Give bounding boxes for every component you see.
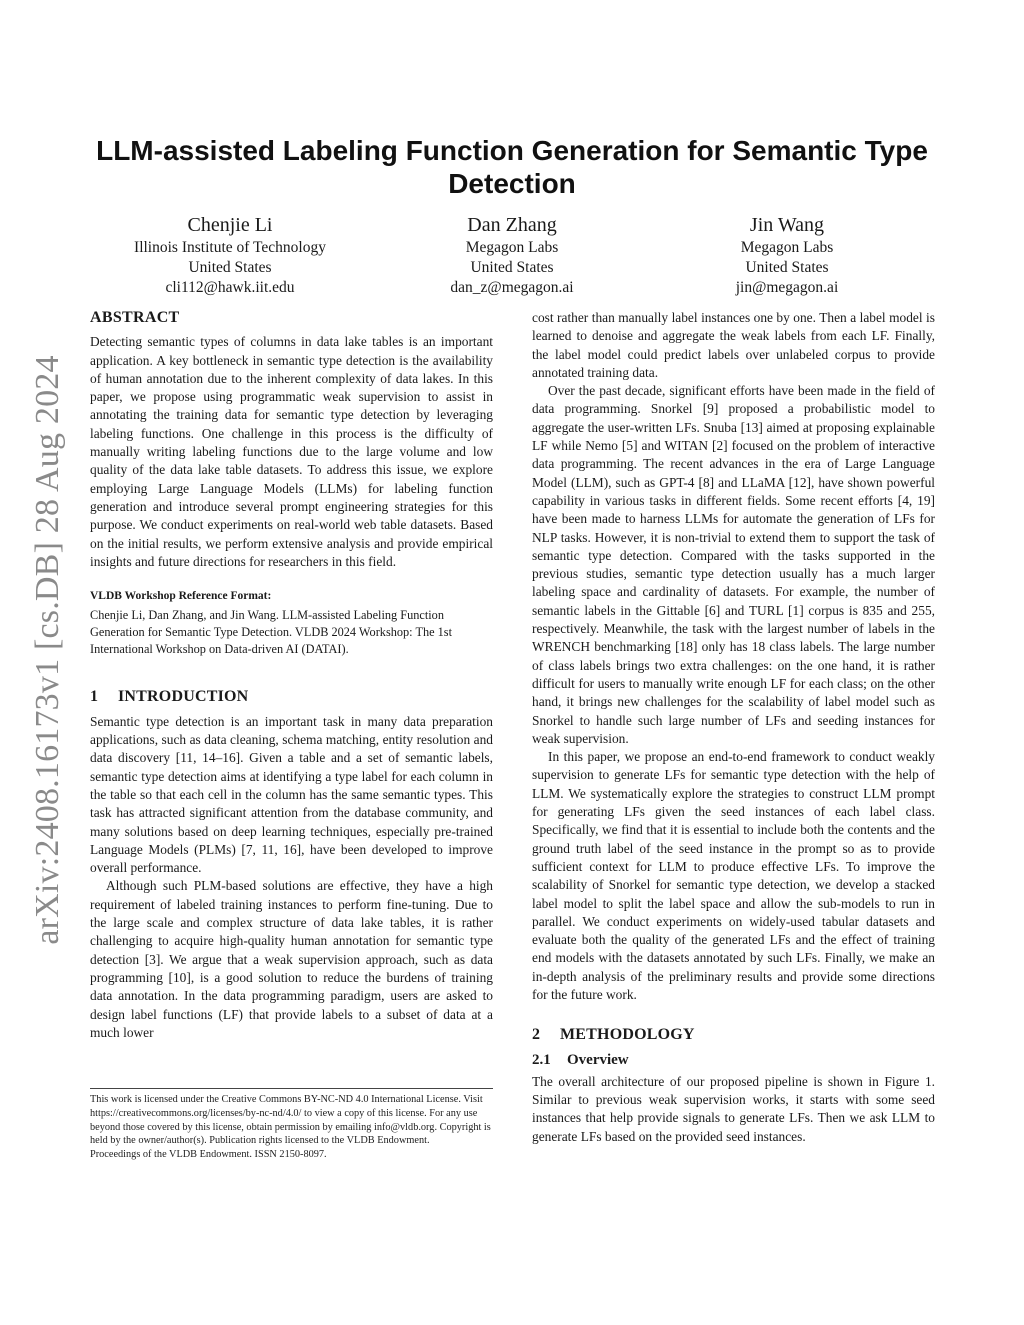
abstract-text: Detecting semantic types of columns in data lake tables is an important application. A key bottleneck in semantic type detection is the availability of human annotation due to the inherent complexity of data lakes. In this paper, we propose using programmatic weak supervision to assist in annotating the training data for semantic type detection by leveraging labeling functions. One challenge in this process is the difficulty of manually writing labeling functions due to the large volume and low quality of the data lake table datasets. To address this issue, we explore employing Large Language Models (LLMs) for labeling function generation and introduce several prompt engineering strategies for this purpose. We conduct experiments on real-world web table datasets. Based on the initial results, we perform extensive analysis and provide empirical insights and future directions for researchers in this field.: [90, 334, 493, 569]
proceedings-note: Proceedings of the VLDB Endowment. ISSN 2150-8097.: [90, 1149, 327, 1161]
section-title: METHODOLOGY: [560, 1026, 695, 1044]
author-3: [647, 212, 927, 298]
reference-format-text: Chenjie Li, Dan Zhang, and Jin Wang. LLM-assisted Labeling Function Generation for Semantic Type Detection. VLDB 2024 Workshop: The 1st International Workshop on Data-driven AI (DATAI).: [90, 608, 452, 657]
author-name: Dan Zhang: [467, 214, 557, 236]
subsection-heading-overview: [532, 1051, 935, 1069]
author-affiliation: Megagon Labs: [740, 239, 834, 256]
author-name: Chenjie Li: [187, 214, 273, 236]
subsection-title: Overview: [567, 1051, 629, 1068]
author-1: [90, 212, 370, 298]
section-heading-introduction: [90, 688, 493, 706]
author-email: dan_z@megagon.ai: [450, 279, 574, 296]
author-email: jin@megagon.ai: [735, 279, 839, 296]
author-name: Jin Wang: [749, 214, 825, 236]
section-number: 1: [90, 688, 99, 706]
author-country: United States: [470, 259, 554, 276]
author-country: United States: [745, 259, 829, 276]
author-affiliation: Megagon Labs: [465, 239, 559, 256]
reference-format-heading: VLDB Workshop Reference Format:: [90, 590, 272, 603]
author-email: cli112@hawk.iit.edu: [165, 279, 295, 296]
intro-paragraph-2-continued: cost rather than manually label instances one by one. Then a label model is learned to denoise and aggregate the weak labels from each LF. Finally, the label model could predict labels over unlabeled corpus to provide annotated training data.: [532, 310, 935, 380]
section-heading-methodology: [532, 1026, 935, 1044]
license-note: This work is licensed under the Creative Commons BY-NC-ND 4.0 International License. Visit https://creativecommons.org/licenses/by-nc-nd/4.0/ to view a copy of this license. For any use beyond those covered by this license, obtain permission by emailing info@vldb.org. Copyright is held by the owner/author(s). Publication rights licensed to the VLDB Endowment.: [90, 1094, 491, 1147]
intro-paragraph-1: Semantic type detection is an important task in many data preparation applications, such as data cleaning, schema matching, entity resolution and data discovery [11, 14–16]. Given a table and a set of semantic labels, semantic type detection aims at identifying a type label for each column in the table so that each cell in the column has the same semantic types. This task has attracted significant attention from the database community, and many solutions based on deep learning techniques, especially pre-trained Language Models (PLMs) [7, 11, 16], have been developed to improve overall performance.: [90, 713, 493, 876]
footnote: [90, 1088, 493, 1162]
author-affiliation: Illinois Institute of Technology: [134, 239, 326, 256]
section-number: 2: [532, 1026, 541, 1044]
abstract-heading: ABSTRACT: [90, 309, 180, 326]
author-2: [372, 212, 652, 298]
overview-paragraph: The overall architecture of our proposed pipeline is shown in Figure 1. Similar to previous weak supervision works, it starts with some seed instances that help provide signals to generate LFs. Then we ask LLM to generate LFs based on the provided seed instances.: [532, 1073, 935, 1144]
intro-paragraph-2: Although such PLM-based solutions are effective, they have a high requirement of labeled training instances to perform fine-tuning. Due to the large scale and complex structure of data lake tables, it is rather challenging to acquire high-quality human annotation for semantic type detection [3]. We argue that a weak supervision approach, such as data programming [10], is a good solution to reduce the burdens of training data annotation. In the data programming paradigm, users are asked to design label functions (LF) that provide labels to a subset of data at a much lower: [90, 878, 493, 1040]
left-column: [90, 309, 493, 1042]
paper-title: LLM-assisted Labeling Function Generation for Semantic Type Detection: [96, 135, 928, 199]
right-column: [532, 309, 935, 1146]
intro-paragraph-3: Over the past decade, significant efforts have been made in the field of data programming. Snorkel [9] proposed a probabilistic model to aggregate the user-written LFs. Snuba [13] aimed at proposing explainable LF while Nemo [5] and WITAN [2] focused on the problem of interactive data programming. The recent advances in the era of Large Language Model (LLM), such as GPT-4 [8] and LLaMA [12], have shown powerful capability in various tasks in different fields. Some recent efforts [4, 19] have been made to harness LLMs for automate the generation of LFs for NLP tasks. However, it is non-trivial to extend them to support the task of semantic type detection. Compared with the tasks supported in the previous studies, semantic type detection usually has a much larger labeling space and cardinality of datasets. For example, the number of semantic labels in the Gittable [6] and TURL [1] corpus is 835 and 255, respectively. Meanwhile, the task with the largest number of labels in the WRENCH benchmarking [18] only has 18 class labels. The large number of class labels brings two extra challenges: on the one hand, it is rather difficult for users to manually write enough LF for each class; on the other hand, it brings new challenges for the scalability of label model such as Snorkel to handle such large number of LFs and seeding instances for weak supervision.: [532, 383, 935, 746]
arxiv-stamp-text: arXiv:2408.16173v1 [cs.DB] 28 Aug 2024: [29, 355, 66, 945]
author-block: [90, 212, 934, 302]
section-title: INTRODUCTION: [118, 688, 249, 706]
subsection-number: 2.1: [532, 1051, 551, 1068]
author-country: United States: [188, 259, 272, 276]
intro-paragraph-4: In this paper, we propose an end-to-end framework to conduct weakly supervision to generate LFs for semantic type detection with the help of LLM. We systematically explore the strategies to construct LLM prompt for generating LFs given the seed instances of each label class. Specifically, we find that it is essential to include both the contents and the ground truth label of the seed instance in the prompt so as to provide sufficient context for LLM to produce effective LFs. To improve the scalability of Snorkel for semantic type detection, we develop a stacked label model to split the label space and allow the sub-models to run in parallel. We conduct experiments on widely-used tabular datasets and evaluate both the quality of the generated LFs and the effect of training end models with the datasets annotated by such LFs. Finally, we make an in-depth analysis of the preliminary results and provide some directions for the future work.: [532, 749, 935, 1002]
